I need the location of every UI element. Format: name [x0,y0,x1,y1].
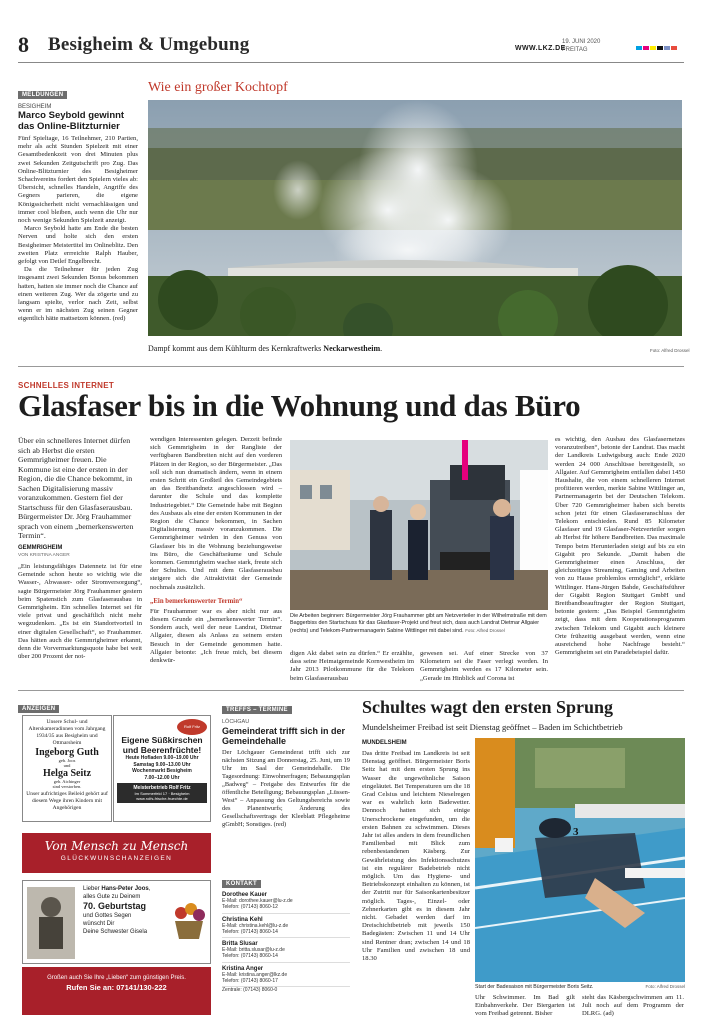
photo-feature-caption [148,344,382,353]
contact-name: Britta Slusar [222,941,258,948]
swatch-red [671,46,677,50]
contact-entry [222,966,350,988]
weekday-text: FREITAG [562,47,588,53]
main-col2-a: wendigen Interessenten gelegen. Derzeit befinde sich Gemmrigheim in der Rangliste der verfügbaren Bandbreiten nicht auf den vorderen Plätzen in der Region, so der Bürgermeister. „Das soll sich nun dramatisch ändern, wenn in einem ersten Schritt ein Großteil des Gemeindegebiets an das Breitbandnetz angeschlossen wird – darunter die Schule und das komplette Industriegebiet.“ Die Gemeinde habe mit Beginn des Ausbaus als eine der ersten Kommunen in der Region die Chance bekommen, in Sachen Digitalisierung massiv voranzukommen. Die Gemmrigheimer würden in den Genuss von Glasfaser bis in die Wohnung beziehungsweise ins Büro, die Geschäftsräume und Schule kommen. Gemmrigheim wachse stark, freute sich der Schultes. Und mit dem Glasfaserausbau steigere sich die Attraktivität der Gemeinde nochmals zusätzlich. [150,436,282,591]
ad-service-banner [22,967,211,1015]
pool-subhead: Mundelsheimer Freibad ist seit Dienstag geöffnet – Baden im Schichtbetrieb [362,722,623,732]
pool-caption-text: Start der Badesaison mit Bürgermeister Boris Seitz. [475,984,594,990]
fruit-ad-hours-2: Samstag 9.00–13.00 Uhr [133,761,191,768]
contact-email[interactable]: E-Mail: kristina.anger@lkz.de [222,971,288,978]
groundbreaking-credit: Foto: Alfred Drossel [465,628,505,633]
birthday-line-4: und Gottes Segen [83,913,132,919]
main-intro: Über ein schnelleres Internet dürfen sich ab Herbst die ersten Gemmrigheimer freuen. Die Kommune ist eine der ersten in der Region, die die Chance bekommt, in Sachen Digitalisierung massiv voranzukommen. Gestern fiel der Startschuss für den Glasfaserausbau. Bürgermeister Dr. Jörg Frauhammer sprach von einem „bemerkenswerten Termin“. [18,436,134,540]
swatch-yellow [650,46,656,50]
pool-image [475,738,685,982]
greeting-ads-subtitle: GLÜCKWUNSCHANZEIGEN [60,855,173,862]
contact-box [222,870,350,996]
groundbreaking-caption [290,613,548,635]
date-text: 19. JUNI 2020 [562,39,601,45]
brief-body-2: Marco Seybold hatte am Ende die besten Nerven und holte sich den ersten Besigheimer Meistertitel im Onlineblitz. Den zweiten Platz errreichte Ralph Hauber, gefolgt von Detlef Engelbrecht. [18,225,138,266]
birthday-name: Hans-Peter Joos [101,886,149,892]
birthday-line-5: wünscht Dir [83,921,115,927]
contact-email[interactable]: E-Mail: christina.kehl@lu-z.de [222,922,289,929]
events-column [222,696,350,829]
cooling-tower-photo [148,100,682,336]
groundbreaking-caption-text: Die Arbeiten beginnen: Bürgermeister Jörg Frauhammer gibt am Netzverteiler in der Wilhelmstraße mit dem Baggerbiss den Startschuss für das Glasfaser-Projekt und freut sich, dass auch Landrat Dietmar Allgaier (rechts) und Telekom-Partnermanagerin Sabine Wittlinger mit dabei sind. [290,613,547,634]
birthday-greeting: Lieber [83,886,102,892]
groundbreaking-photo [290,440,548,610]
section-divider [18,366,684,367]
fruit-ad-market: Wochenmarkt Besigheim [132,768,192,774]
contact-entry [222,941,350,963]
fruit-ad-web[interactable]: www.rolfs-frische-fruechte.de [136,796,188,801]
pool-city: MUNDELSHEIM [362,740,407,746]
pool-body-3: steht das Käsbergschwimmen am 11. Juli noch auf dem Programm der DLRG. (ad) [582,994,684,1018]
main-kicker-text: SCHNELLES INTERNET [18,381,115,390]
child-photo-icon [27,887,75,959]
cooling-tower-image [148,100,682,336]
caption-end: . [380,344,383,353]
brief-body: Fünf Spieltage, 16 Teilnehmer, 210 Partien, mehr als acht Stunden Spielzeit mit einer Gesamtbedenkzeit von drei Minuten plus zwei Sekunden Zeitgutschrift pro Zug. Das Online-Blitzturnier des Besigheimer Schachvereins fordert den Spielern vieles ab: Übersicht, schnelles Handeln, Angriffe des Gegners parieren, die eigene Königssicherheit nicht vernachlässigen und immer cool bleiben, auch wenn die Uhr nur noch wenige Sekunden Spielzeit anzeigt. [18,135,138,225]
page-number: 8 [18,32,29,57]
birthday-ad [22,880,211,964]
obituary-passed: sind verstorben. [52,784,82,789]
birthday-line-2: alles Gute zu Deinem [83,894,141,900]
obituary-intro: Unsere Schul- und Alterskameradinnen vom Jahrgang 1934/35 aus Besigheim und Ottmarsheim [28,719,106,746]
brief-kicker: MELDUNGEN [18,91,67,99]
fruit-ad-hours-3: 7.00–12.00 Uhr [144,774,180,781]
birthday-title: 70. Geburtstag [83,901,147,911]
contact-details [222,972,350,988]
pool-caption [475,984,685,990]
obituary-and: und [63,763,71,768]
contact-email[interactable]: E-Mail: dorothee.kauer@lu-z.de [222,898,293,904]
swatch-cyan [636,46,642,50]
contact-phone: Telefon: (07143) 8060-14 [222,953,278,960]
main-col3-b: gewesen sei. Auf einer Strecke von 37 Kilometern sei die Faser verlegt worden. In Gemmrigheim werden es 17 Kilometer sein. „Gerade im Hinblick auf Corona ist [420,650,548,682]
contact-name: Dorothee Kauer [222,892,268,898]
obituary-name-1: Ingeborg Guth [35,747,99,758]
fruit-ad-company: Meisterbetrieb Rolf Fritz [133,785,191,791]
fruit-ad [113,715,211,822]
events-body: Der Löchgauer Gemeinderat trifft sich zur nächsten Sitzung am Donnerstag, 25. Juni, um 19 Uhr im Saal der Gemeindehalle. Die Tagesordnung: Einwohnerfragen; Bebauungsplan „Badweg“ – Freigabe des Entwurfes für die öffentliche Beteiligung; Bebauungsplan „Lüssen-West“ – Anpassung des Geltungsbereichs sowie des Planentwurfs; Änderung des Gesellschaftsvertrags der Kleeblatt Pflegeheime gGmbH; Sonstiges. (red) [222,749,350,828]
main-col2-b: Für Frauhammer war es aber nicht nur aus diesem Grunde ein „bemerkenswerter Termin“. Sondern auch, weil der neue Landrat, Dietmar Allgaier, diesen als Anlass zu seinem ersten Besuch in der Gemeinde genommen hatte. Allgaier betonte: „Ich freue mich, bei diesem denkwür- [150,607,282,665]
events-kicker: TREFFS – TERMINE [222,706,292,714]
groundbreaking-image [290,440,548,610]
brief-body-3: Da die Teilnehmer für jeden Zug insgesamt zwei Sekunden Bonus bekommen hatten, hatten sie immer noch die Chance auf einen weiteren Zug. Wer da zögerte und zu langsam spielte, verlor nach Zeit, selbst wenn er im nächsten Zug seinen Gegner eigentlich hätte mattsetzen können. (red) [18,266,138,323]
pool-headline: Schultes wagt den ersten Sprung [362,697,614,717]
lane-number: 3 [573,826,579,838]
brief-headline: Marco Seybold gewinnt das Online-Blitzturnier [18,110,125,132]
ads-kicker: ANZEIGEN [18,705,59,713]
site-url[interactable]: WWW.LKZ.DE [515,45,566,52]
header-rule [18,62,684,63]
brief-column [18,81,138,324]
fruit-ad-banner [117,783,207,803]
contact-email[interactable]: E-Mail: britta.slusar@lu-z.de [222,947,285,954]
bottom-divider [18,690,684,691]
swatch-magenta [643,46,649,50]
main-col3-a: digen Akt dabei sein zu dürfen.“ Er erzählte, dass seine Heimatgemeinde Kornwestheim im Jahr 2013 Pilotkommune für die Telekom beim Glasfaserausbau [290,650,414,682]
contact-entry [222,917,350,939]
contact-details [222,947,350,963]
contact-entry [222,892,350,914]
ad-service-line-1: Großen auch Sie Ihre „Lieben“ zum günstigen Preis. [47,975,186,981]
obituary-nee-2: geb. Aichinger [53,779,81,784]
greeting-ads-script: Von Mensch zu Mensch [44,839,189,853]
contact-details [222,898,350,914]
byline-author: VON KRISTINA ANGER [18,553,70,558]
fruit-ad-title: Eigene Süßkirschen und Beerenfrüchte! [121,735,203,755]
fruit-ad-hours-1: Heute Hofladen 9.00–19.00 Uhr [125,755,199,761]
events-city: LÖCHGAU [222,719,250,725]
ad-service-phone[interactable]: Rufen Sie an: 07141/130-222 [66,983,167,992]
obituary-name-2: Helga Seitz [42,768,92,779]
color-swatches [636,46,677,50]
photo-feature-title: Wie ein großer Kochtopf [148,80,288,95]
caption-lead: Dampf kommt aus dem Kühlturm des Kernkraftwerks [148,344,324,353]
pool-credit: Foto: Alfred Drossel [645,984,685,989]
fruit-ad-address: Im Sommerfeld 17 · Besigheim [134,791,190,796]
obituary-closing: Unser aufrichtiges Beileid gehört auf diesem Wege ihren Kindern mit Angehörigen [26,791,108,811]
ads-label [18,695,59,714]
greeting-ads-banner [22,833,211,873]
swatch-black [657,46,663,50]
contact-phone: Telefon: (07143) 8060-17 [222,978,278,985]
contact-phone: Telefon: (07143) 8060-14 [222,928,278,935]
pool-photo [475,738,685,982]
pool-body: Das dritte Freibad im Landkreis ist seit Dienstag geöffnet. Bürgermeister Boris Seitz hat mit dem ersten Sprung ins Wasser die ungewöhnliche Saison eingeläutet. Bei Temperaturen um die 18 Grad Celsius und leichtem Nieselregen war es wahrlich kein Badewetter. Dennoch hatten sich einige Unerschrockene eingefunden, um die ersten Bahnen zu schwimmen. Dieses Jahr ist alles anders in dem freundlichen Familienbad mit Blick zum rebenbestandenen Käsberg. Zur Gewährleistung des Infektionsschutzes ist ein regulärer Badebetrieb nicht möglich. Um das Hygiene- und Betriebskonzept einhalten zu können, ist der Zutritt nur für Saisonkartenbesitzer möglich. Tages-, Einzel- oder Zehnerkarten gibt es in diesem Jahr nicht. Gebadet werden darf im Dreischichtbetrieb mit jeweils 150 Badegästen: Zwischen 11 und 14 Uhr sind Rentner dran; zwischen 14 und 18 Uhr Familien und zwischen 18 und 18.30 [362,750,470,963]
swatch-blue [664,46,670,50]
birthday-line-6: Deine Schwester Gisela [83,929,148,935]
contact-details [222,923,350,939]
contact-name: Christina Kehl [222,916,263,923]
contact-phone: Telefon: (07143) 8060-12 [222,904,278,911]
contact-central: Zentrale: (07143) 8060-0 [222,987,278,994]
caption-bold: Neckarwestheim [323,344,381,353]
issue-date [562,38,600,54]
contact-name: Kristina Anger [222,965,264,972]
main-headline: Glasfaser bis in die Wohnung und das Büro [18,388,581,423]
photo-feature-credit: Foto: Alfred Drossel [650,348,690,353]
main-col2 [150,436,282,665]
brief-city: BESIGHEIM [18,104,52,110]
birthday-ad-text: Lieber Hans-Peter Joos, alles Gute zu Deinem 70. Geburtstag und Gottes Segen wünscht Dir Deine Schwester Gisela [83,885,173,936]
pool-body-2: Uhr Schwimmer. Im Bad gilt Einbahnverkehr. Der Biergarten ist vom Freibad getrennt. Bisher [475,994,575,1018]
obituary-nee-1: geb. Joos [58,758,76,763]
byline-city: GEMMRIGHEIM [18,545,63,551]
events-headline: Gemeinderat trifft sich in der Gemeindehalle [222,726,346,746]
obituary-ad [22,715,112,822]
flower-basket-icon [171,901,207,941]
main-col1: „Ein leistungsfähiges Datennetz ist für eine Gemeinde schon heute so wichtig wie die Wasser-, Abwasser- oder Stromversorgung“, sagte Bürgermeister Jörg Frauhammer gestern beim Spatenstich zum Glasfaserausbau in Gemmrigheim. Ein schnelles Internet sei für viele privat und geschäftlich nicht mehr wegzudenken. „Es ist ein Standortvorteil in einer digitalen Gesellschaft“, so Frauhammer. Das hätten auch die Gemmrigheimer erkannt, denn die Vorvermarktungsquote habe bei weit über 200 Prozent der not- [18,563,142,661]
contact-kicker: KONTAKT [222,880,261,888]
main-col4: es wichtig, den Ausbau des Glasfasernetzes voranzutreiben“, betonte der Landrat. Das macht der Landkreis Ludwigsburg auch: Ende 2020 werden 24 000 Anschlüsse bereitgestellt, so Allgaier. Auf Gemmrigheim entfallen dabei 1450 Haushalte, die von einem schnelleren Internet profitieren werden, merkte Sabine Wittlinger an, Partnermanagerin bei der Deutschen Telekom. Über 720 Gemmrigheimer haben sich bereits schon jetzt für einen Glasfaseranschluss der Telekom entschieden. Rund 85 Kilometer Glasfaser und 19 Glasfaser-Netzverteiler sorgen ab Herbst für höhere Bandbreiten. Das maximale Tempo beim Herunterladen steigt auf bis zu ein Gigabit pro Sekunde. „Damit haben die Gemmrigheimer einen Anschluss, der gleichzeitiges Streaming, Gaming und Arbeiten von zu Hause problemlos ermöglicht“, erklärte Wittlinger. Hans-Jürgen Bahde, Geschäftsführer der Gigabit Region Stuttgart GmbH und Breitbandbeauftragter der Region Stuttgart, betonte gestern: „Das Beispiel Gemmrigheim zeigt, dass mit dem Kooperationsprogramm zwischen Telekom und Gigabit auch kleinere Orte frühzeitig ausgebaut werden, wenn eine ausreichend hohe Nachfrage besteht.“ Gemmrigheim sei ein Paradebeispiel dafür. [555,436,686,657]
fruit-ad-badge: Rolf Fritz [177,719,207,735]
main-col2-subhead: „Ein bemerkenswerter Termin“ [150,597,243,605]
section-title: Besigheim & Umgebung [48,34,250,55]
